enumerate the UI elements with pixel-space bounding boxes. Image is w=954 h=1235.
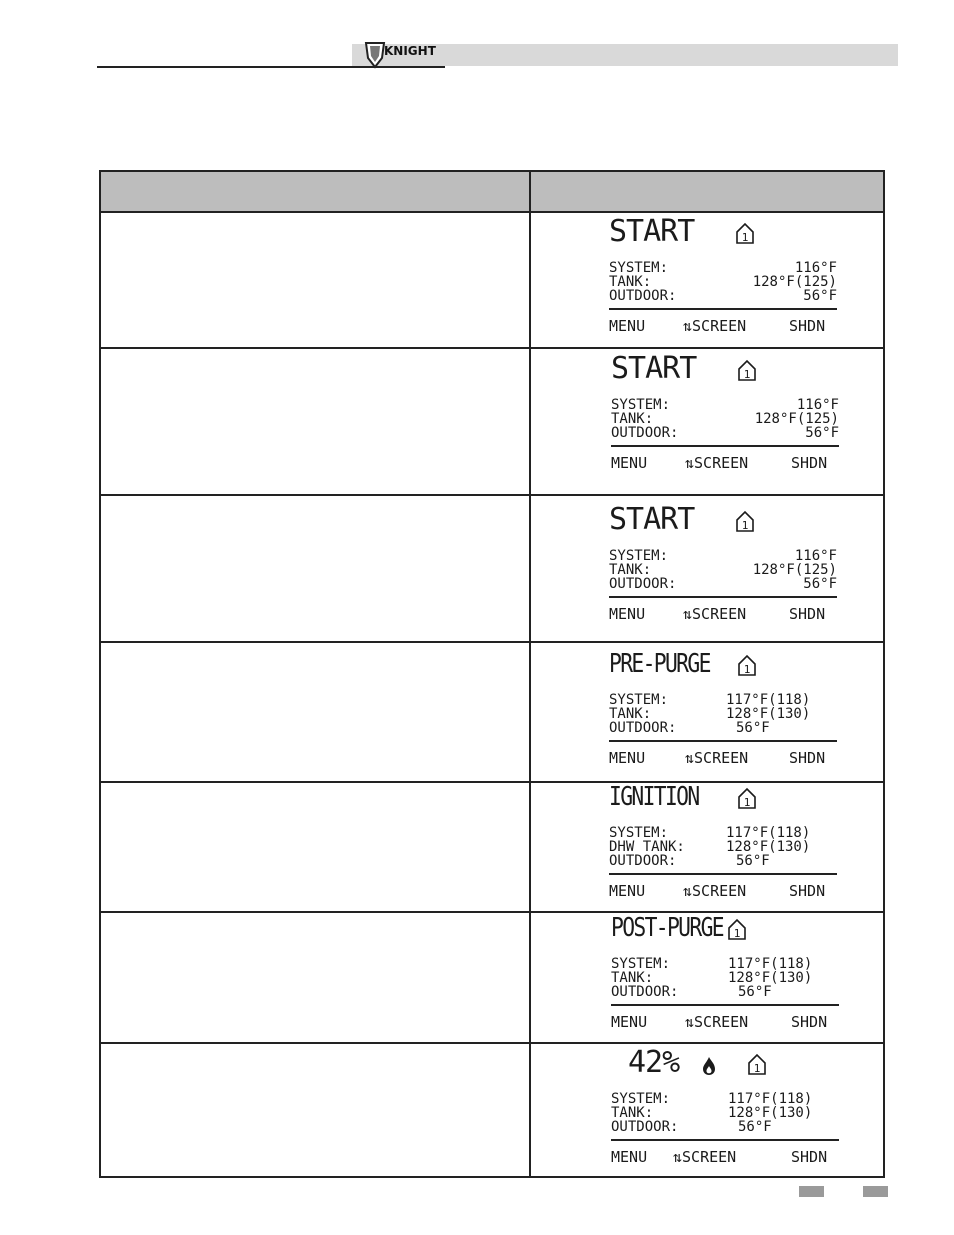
softkey-shdn[interactable]: SHDN [791,1148,828,1166]
sensor-labels: SYSTEM: TANK: OUTDOOR: [609,548,677,592]
softkey-screen[interactable]: ⇅SCREEN [683,605,747,623]
row-divider [101,347,883,349]
softkey-separator [609,596,837,598]
flame-icon [701,1056,717,1076]
brand-name: KNIGHT [384,44,436,58]
softkey-shdn[interactable]: SHDN [789,605,826,623]
softkey-separator [609,873,837,875]
home-zone-icon [727,918,747,940]
firing-rate-value: 42% [628,1045,680,1080]
softkey-shdn[interactable]: SHDN [791,454,828,472]
row-divider [101,494,883,496]
softkey-screen[interactable]: ⇅SCREEN [673,1148,737,1166]
sensor-labels: SYSTEM: DHW TANK: OUTDOOR: [609,825,685,869]
sensor-values: 116°F 128°F(125) 56°F [752,548,837,592]
lcd-screen-pre-purge [609,647,839,767]
status-title: START [609,502,695,537]
svg-text:1: 1 [743,796,751,809]
sensor-values: 116°F 128°F(125) 56°F [754,397,839,441]
softkey-separator [611,445,839,447]
softkey-menu[interactable]: MENU [609,317,646,335]
lcd-screen-start-3 [609,503,839,623]
sensor-values: 116°F 128°F(125) 56°F [752,260,837,304]
status-title: START [611,351,697,386]
softkey-menu[interactable]: MENU [611,1013,648,1031]
table-header-row [101,172,883,213]
svg-text:1: 1 [741,231,749,244]
status-title: START [609,214,695,249]
softkey-menu[interactable]: MENU [609,605,646,623]
home-zone-icon [735,510,755,532]
svg-text:1: 1 [743,368,751,381]
home-zone-icon [747,1053,767,1075]
softkey-screen[interactable]: ⇅SCREEN [683,882,747,900]
home-zone-icon [737,787,757,809]
sensor-values: 117°F(118) 128°F(130) 56°F [726,825,811,869]
home-zone-icon [737,654,757,676]
softkey-screen[interactable]: ⇅SCREEN [685,454,749,472]
sensor-labels: SYSTEM: TANK: OUTDOOR: [611,1091,679,1135]
softkey-screen[interactable]: ⇅SCREEN [685,1013,749,1031]
sensor-values: 117°F(118) 128°F(130) 56°F [726,692,811,736]
status-title: POST-PURGE [611,913,723,943]
status-title: PRE-PURGE [609,649,710,679]
lcd-screen-start-2 [611,352,841,472]
softkey-shdn[interactable]: SHDN [789,749,826,767]
softkey-menu[interactable]: MENU [611,1148,648,1166]
row-divider [101,1042,883,1044]
sensor-labels: SYSTEM: TANK: OUTDOOR: [609,260,677,304]
home-zone-icon [737,359,757,381]
softkey-shdn[interactable]: SHDN [789,882,826,900]
svg-text:1: 1 [733,927,741,940]
softkey-separator [611,1139,839,1141]
column-divider [529,172,531,1176]
softkey-separator [611,1004,839,1006]
sensor-labels: SYSTEM: TANK: OUTDOOR: [609,692,677,736]
softkey-menu[interactable]: MENU [609,882,646,900]
status-title: IGNITION [609,782,699,812]
home-zone-icon [735,222,755,244]
sensor-values: 117°F(118) 128°F(130) 56°F [728,1091,813,1135]
lcd-screen-post-purge [611,911,841,1031]
svg-text:1: 1 [743,663,751,676]
softkey-shdn[interactable]: SHDN [789,317,826,335]
softkey-separator [609,740,837,742]
lcd-screen-firing-rate [611,1046,841,1166]
softkey-screen[interactable]: ⇅SCREEN [683,317,747,335]
footer-marker-right [863,1186,888,1197]
softkey-menu[interactable]: MENU [611,454,648,472]
svg-text:1: 1 [753,1062,761,1075]
softkey-shdn[interactable]: SHDN [791,1013,828,1031]
softkey-screen[interactable]: ⇅SCREEN [685,749,749,767]
sensor-values: 117°F(118) 128°F(130) 56°F [728,956,813,1000]
sensor-labels: SYSTEM: TANK: OUTDOOR: [611,397,679,441]
svg-text:1: 1 [741,519,749,532]
lcd-screen-start-1 [609,215,839,335]
softkey-menu[interactable]: MENU [609,749,646,767]
sensor-labels: SYSTEM: TANK: OUTDOOR: [611,956,679,1000]
footer-marker-left [799,1186,824,1197]
softkey-separator [609,308,837,310]
row-divider [101,641,883,643]
lcd-screen-ignition [609,780,839,900]
